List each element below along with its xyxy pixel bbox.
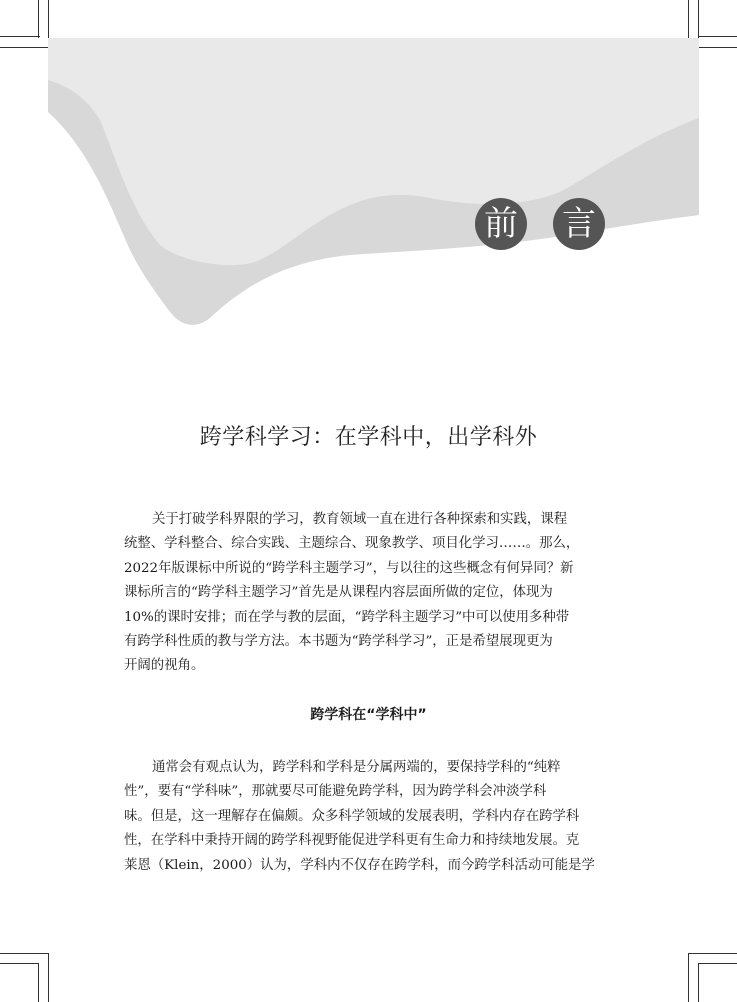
crop-mark-bottom-right-v2 (698, 963, 699, 1002)
text-line: 性”，要有“学科味”，那就要尽可能避免跨学科，因为跨学科会冲淡学科 (124, 784, 547, 800)
crop-mark-bottom-left-h (0, 953, 49, 954)
text-line: 开阔的视角。 (124, 658, 205, 674)
preface-circle-2: 言 (553, 198, 605, 250)
text-line: 10%的课时安排；而在学与教的层面，“跨学科主题学习”中可以使用多种带 (124, 609, 570, 625)
text-line: 味。但是，这一理解存在偏颇。众多科学领域的发展表明，学科内存在跨学科 (124, 808, 580, 824)
section-subheading: 跨学科在“学科中” (310, 707, 427, 723)
page-title: 跨学科学习：在学科中，出学科外 (199, 425, 538, 450)
paragraph-1 (124, 508, 614, 679)
preface-circle-1: 前 (475, 198, 527, 250)
paragraph-2 (124, 756, 614, 878)
crop-mark-bottom-left-h2 (0, 963, 39, 964)
crop-mark-bottom-left-v (48, 953, 49, 1002)
text-line: 统整、学科整合、综合实践、主题综合、现象教学、项目化学习……。那么， (124, 536, 580, 552)
crop-mark-bottom-left-v2 (38, 963, 39, 1002)
text-line: 课标所言的“跨学科主题学习”首先是从课程内容层面所做的定位，体现为 (124, 585, 553, 601)
header-wave-decoration (0, 0, 737, 340)
crop-mark-bottom-right-v (688, 953, 689, 1002)
text-line: 2022年版课标中所说的“跨学科主题学习”，与以往的这些概念有何异同？新 (124, 560, 574, 576)
text-line: 莱恩（Klein，2000）认为，学科内不仅存在跨学科，而今跨学科活动可能是学 (124, 857, 595, 873)
crop-mark-bottom-right-h (688, 953, 737, 954)
text-line: 有跨学科性质的教与学方法。本书题为“跨学科学习”，正是希望展现更为 (124, 634, 553, 650)
crop-mark-bottom-right-h2 (698, 963, 737, 964)
text-line: 性，在学科中秉持开阔的跨学科视野能促进学科更有生命力和持续地发展。克 (124, 833, 580, 849)
text-line: 通常会有观点认为，跨学科和学科是分属两端的，要保持学科的“纯粹 (152, 760, 561, 775)
text-line: 关于打破学科界限的学习，教育领域一直在进行各种探索和实践，课程 (152, 512, 568, 527)
